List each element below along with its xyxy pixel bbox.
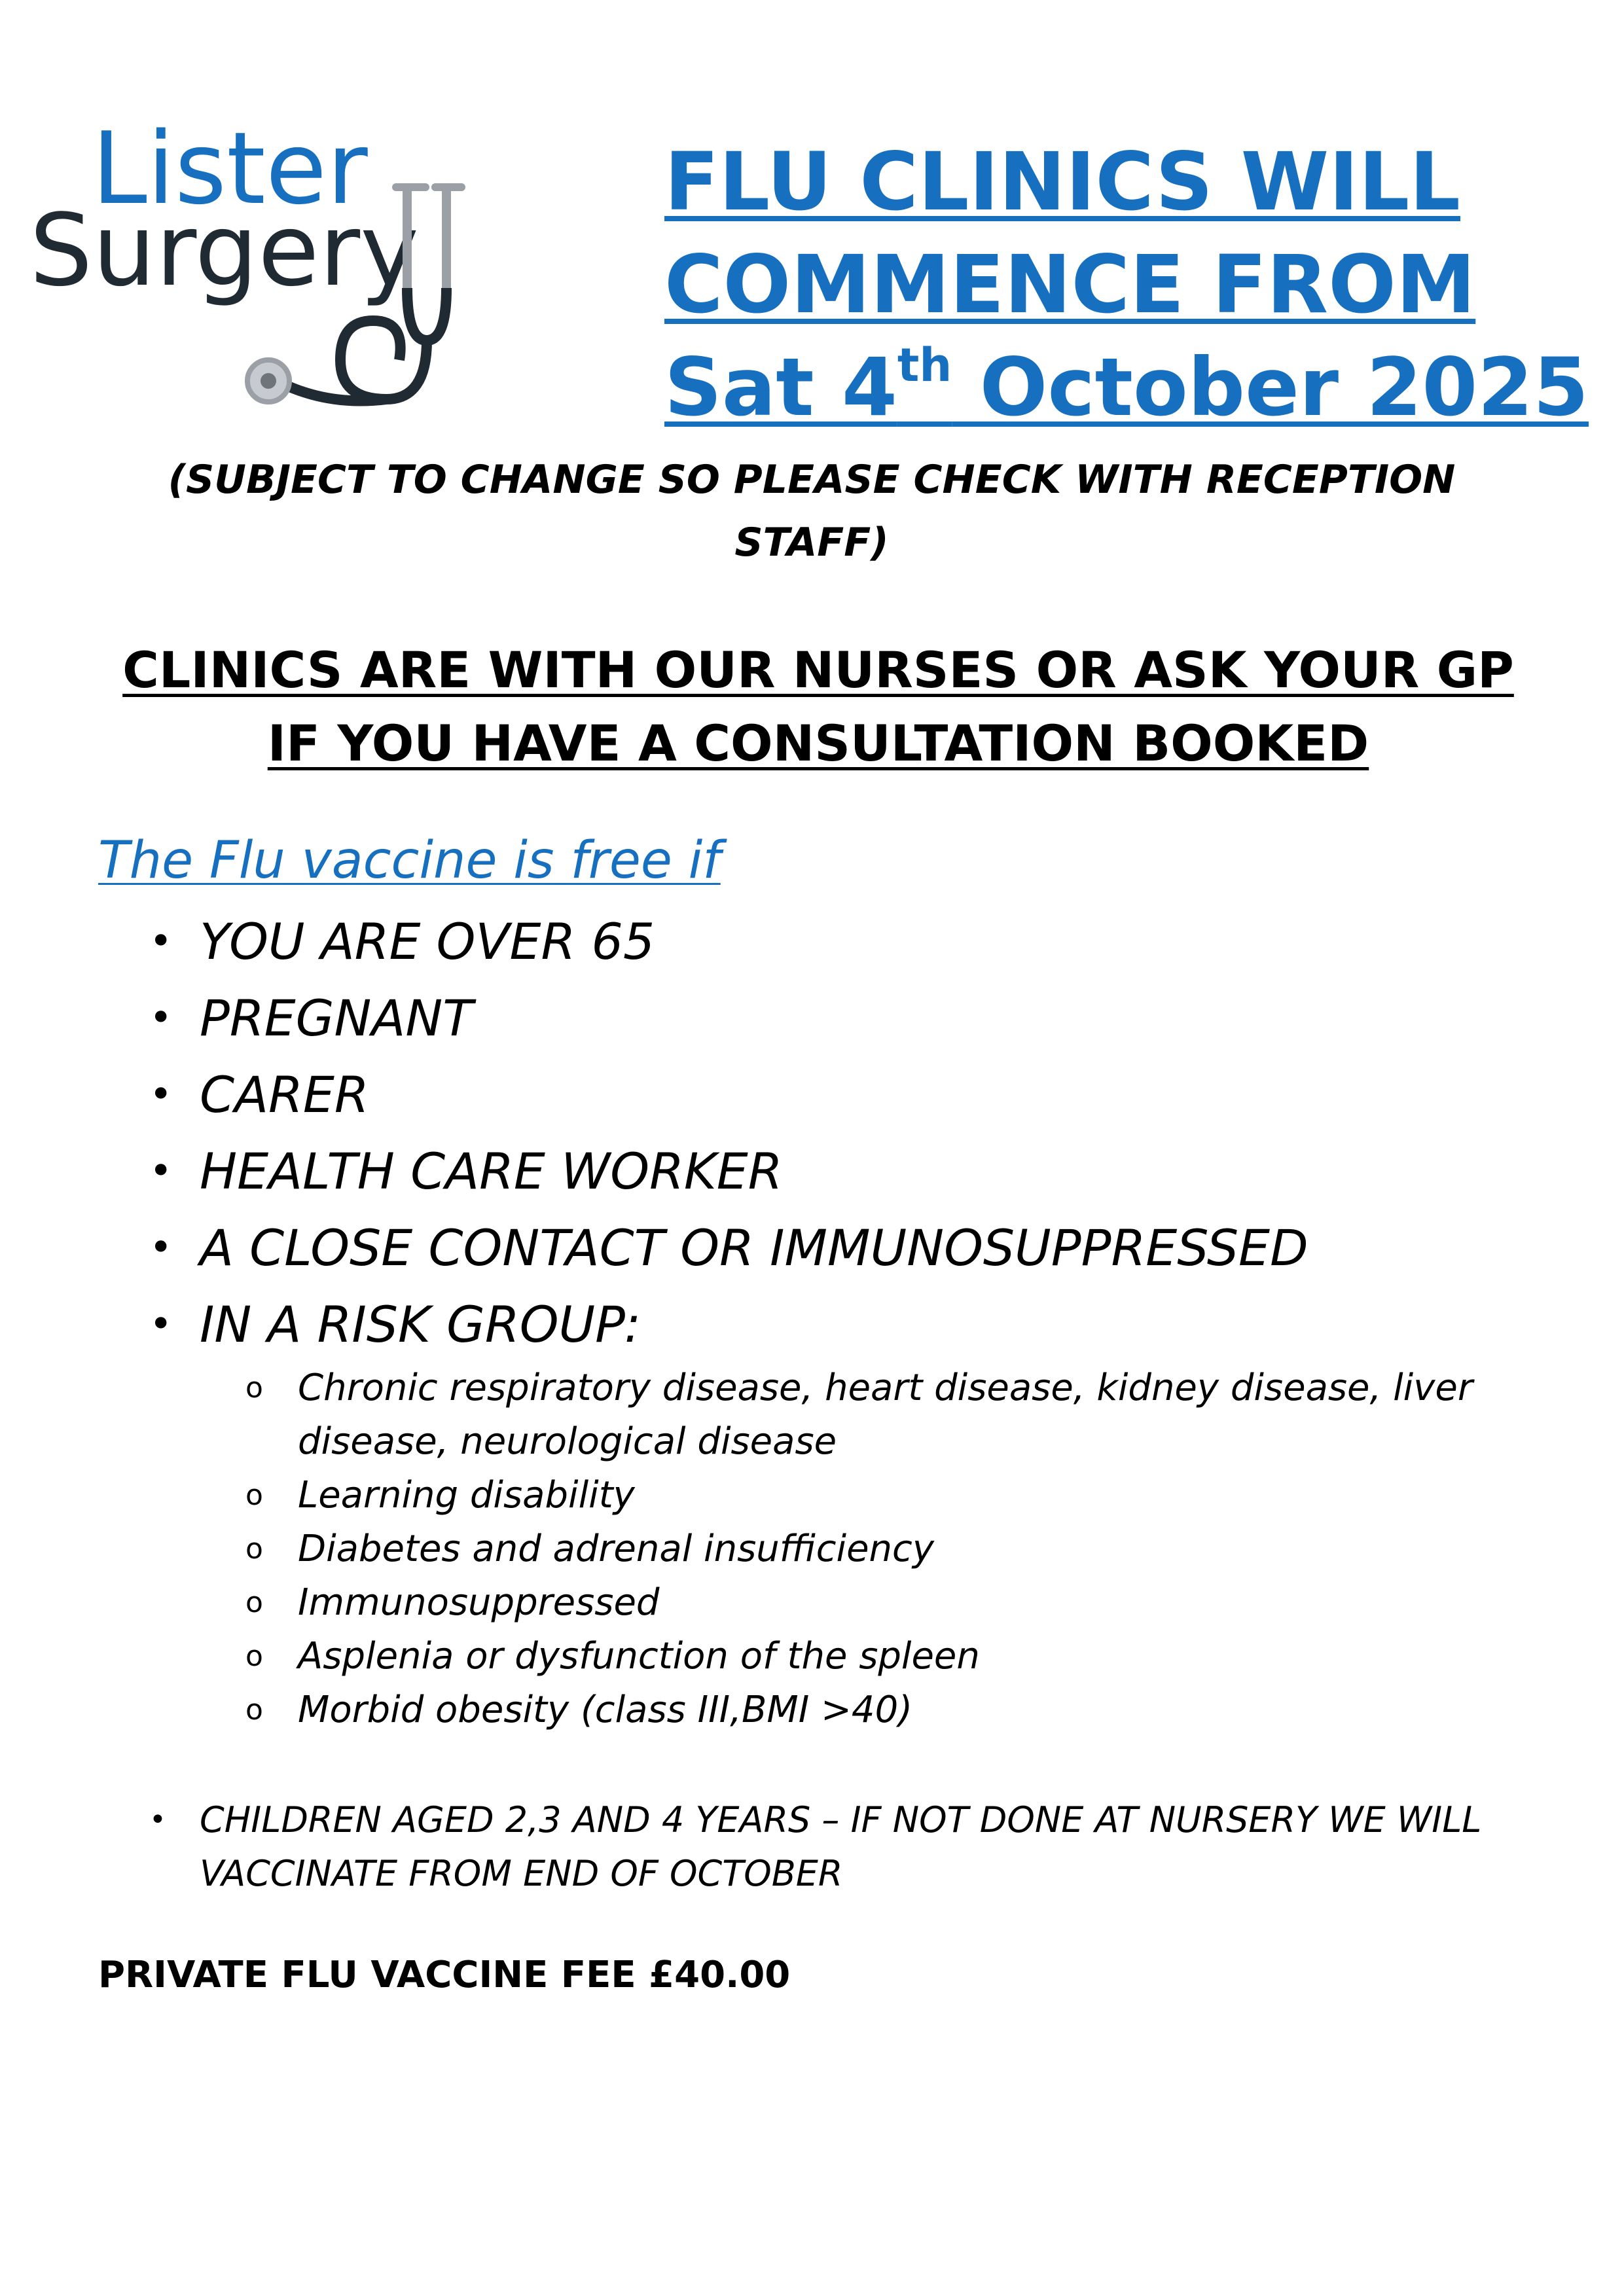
logo-text-lister: Lister bbox=[92, 124, 368, 226]
risk-morbid-obesity: Morbid obesity (class III,BMI >40) bbox=[298, 1689, 913, 1731]
children-eligibility bbox=[0, 1793, 1624, 1901]
circle-bullet-icon: o bbox=[245, 1693, 263, 1727]
bullet-icon: • bbox=[149, 1225, 173, 1270]
free-vaccine-title: The Flu vaccine is free if bbox=[98, 831, 721, 890]
list-item bbox=[0, 1133, 1624, 1210]
headline-line-3 bbox=[664, 336, 1589, 451]
list-item bbox=[0, 1286, 1624, 1363]
list-item bbox=[0, 1576, 1624, 1630]
nurses-line-2: IF YOU HAVE A CONSULTATION BOOKED bbox=[267, 714, 1369, 772]
lister-surgery-logo bbox=[26, 124, 471, 419]
headline-date-suffix: th bbox=[897, 338, 952, 392]
list-item bbox=[0, 1630, 1624, 1683]
headline-date-prefix: Sat 4 bbox=[664, 341, 897, 434]
list-item bbox=[0, 1522, 1624, 1576]
list-item bbox=[0, 1056, 1624, 1133]
headline-line-2: COMMENCE FROM bbox=[664, 238, 1476, 331]
bullet-icon: • bbox=[149, 1301, 173, 1347]
eligibility-risk-group: IN A RISK GROUP: bbox=[200, 1295, 641, 1354]
eligibility-close-contact: A CLOSE CONTACT OR IMMUNOSUPPRESSED bbox=[200, 1219, 1308, 1277]
bullet-icon: • bbox=[149, 918, 173, 964]
risk-immunosuppressed: Immunosuppressed bbox=[298, 1581, 660, 1624]
list-item bbox=[0, 1361, 1624, 1469]
subject-line-1: (SUBJECT TO CHANGE SO PLEASE CHECK WITH RECEPTION bbox=[168, 457, 1456, 503]
bullet-icon: • bbox=[149, 995, 173, 1041]
subject-line-2: STAFF) bbox=[734, 520, 889, 565]
risk-chronic-disease: Chronic respiratory disease, heart disease, kidney disease, liver disease, neurological disease bbox=[298, 1367, 1473, 1463]
logo-text-surgery: Surgery bbox=[29, 192, 420, 308]
list-item bbox=[0, 1683, 1624, 1737]
risk-diabetes: Diabetes and adrenal insufficiency bbox=[298, 1528, 934, 1570]
risk-learning-disability: Learning disability bbox=[298, 1474, 635, 1516]
children-text: CHILDREN AGED 2,3 AND 4 YEARS – IF NOT DONE AT NURSERY WE WILL VACCINATE FROM END OF OCTOBER bbox=[200, 1799, 1482, 1894]
headline-line-1: FLU CLINICS WILL bbox=[664, 135, 1461, 228]
flu-clinic-headline bbox=[664, 131, 1589, 451]
subject-to-change-notice bbox=[131, 448, 1492, 574]
circle-bullet-icon: o bbox=[245, 1640, 263, 1673]
eligibility-pregnant: PREGNANT bbox=[200, 989, 473, 1047]
risk-asplenia: Asplenia or dysfunction of the spleen bbox=[298, 1635, 980, 1677]
circle-bullet-icon: o bbox=[245, 1586, 263, 1619]
headline-date-rest: October 2025 bbox=[952, 341, 1589, 434]
nurses-line-1: CLINICS ARE WITH OUR NURSES OR ASK YOUR GP bbox=[122, 641, 1514, 699]
bullet-icon: • bbox=[149, 1803, 166, 1837]
eligibility-list bbox=[0, 903, 1624, 1363]
circle-bullet-icon: o bbox=[245, 1532, 263, 1566]
eligibility-carer: CARER bbox=[200, 1066, 369, 1124]
private-fee: PRIVATE FLU VACCINE FEE £40.00 bbox=[98, 1954, 791, 1996]
risk-group-list bbox=[0, 1361, 1624, 1737]
list-item bbox=[0, 1469, 1624, 1522]
bullet-icon: • bbox=[149, 1071, 173, 1117]
list-item bbox=[0, 980, 1624, 1056]
stethoscope-logo-icon bbox=[26, 124, 471, 419]
list-item bbox=[0, 903, 1624, 980]
circle-bullet-icon: o bbox=[245, 1479, 263, 1512]
eligibility-health-care-worker: HEALTH CARE WORKER bbox=[200, 1142, 783, 1200]
bullet-icon: • bbox=[149, 1148, 173, 1194]
circle-bullet-icon: o bbox=[245, 1371, 263, 1405]
eligibility-over-65: YOU ARE OVER 65 bbox=[200, 912, 655, 971]
list-item bbox=[0, 1210, 1624, 1286]
nurses-notice bbox=[85, 634, 1551, 780]
